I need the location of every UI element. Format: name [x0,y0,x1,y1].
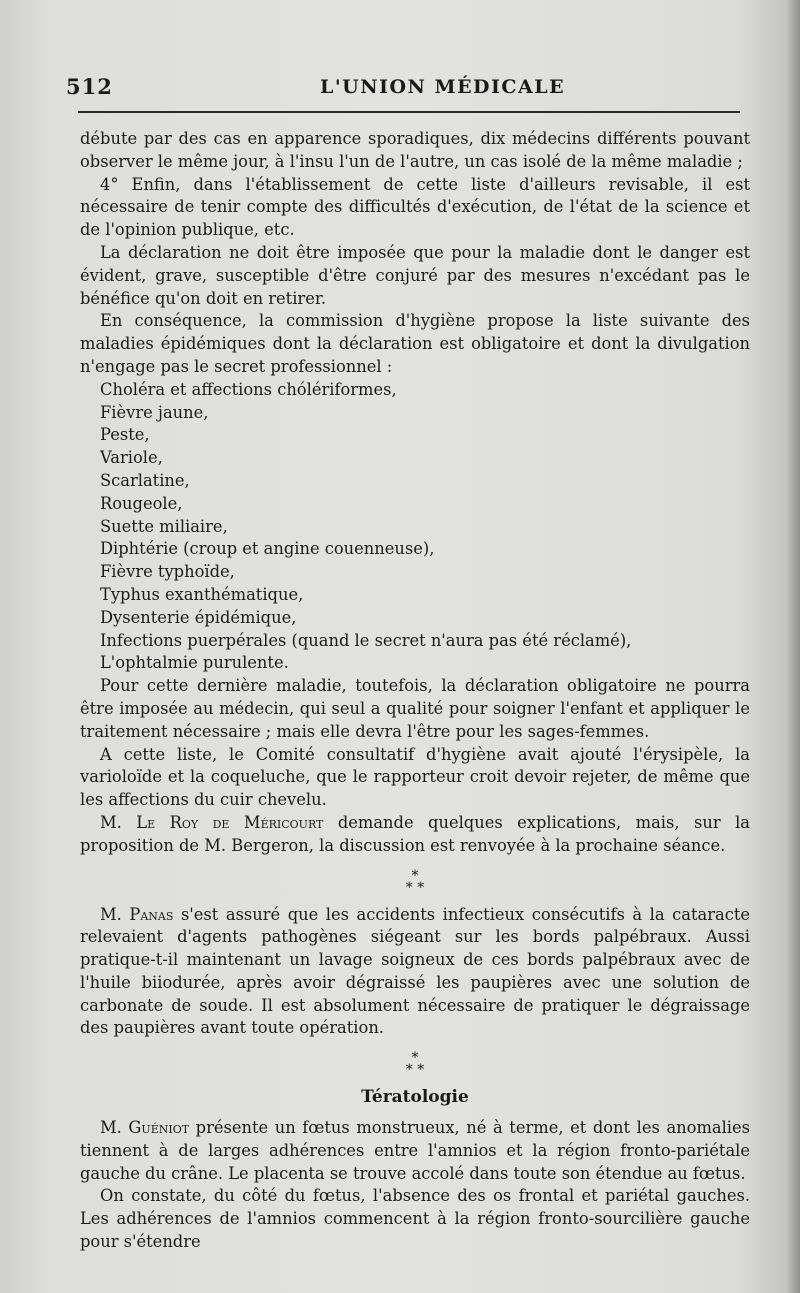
running-title: L'UNION MÉDICALE [320,76,566,98]
paragraph-text: s'est assuré que les accidents infectieux consécutifs à la cataracte relevaient d'agents pathogènes siégeant sur les bords palpébraux. Aussi pratique-t-il maintenant un lavage soigneux de ces bords palpébraux avec de l'huile biiodurée, après avoir dégraissé les paupières avec une solution de carbonate de soude. Il est absolument nécessaire de pratiquer le dégraissage des paupières avant toute opération. [80,904,750,1038]
asterism-separator [80,867,750,896]
list-item: Choléra et affections chólériformes, [100,379,397,399]
paragraph-text: demande quelques explications, mais, sur la proposition de M. Bergeron, la discussion est renvoyée à la prochaine séance. [80,812,750,855]
asterism-separator [80,1050,750,1079]
list-item: L'ophtalmie purulente. [100,653,289,673]
list-item: Typhus exanthématique, [100,584,304,604]
paragraph: On constate, du côté du fœtus, l'absence des os frontal et pariétal gauches. Les adhérences de l'amnios commencent à la région fronto-sourcilière gauche pour s'étendre [80,1186,750,1252]
body-text [80,128,750,1254]
list-item: Suette miliaire, [100,516,228,536]
list-item: Infections puerpérales (quand le secret n'aura pas été réclamé), [100,630,632,650]
list-item: Rougeole, [100,493,183,513]
list-item: Dysenterie épidémique, [100,607,297,627]
paragraph: Pour cette dernière maladie, toutefois, la déclaration obligatoire ne pourra être imposée au médecin, qui seul a qualité pour soigner l'enfant et appliquer le traitement nécessaire ; mais elle devra l'être pour les sages-femmes. [80,676,750,741]
header-rule [78,111,740,113]
paragraph-text: présente un fœtus monstrueux, né à terme, et dont les anomalies tiennent à de larges adhérences entre l'amnios et la région fronto-pariétale gauche du crâne. Le placenta se trouve accolé dans toute son étendue au fœtus. [80,1118,750,1183]
speaker-name: M. Le Roy de Méricourt [100,812,324,832]
asterism-bottom: * * [405,1062,425,1079]
page-number: 512 [66,74,113,99]
page-edge-shadow [786,0,800,1293]
paragraph [80,812,750,858]
paragraph: A cette liste, le Comité consultatif d'hygiène avait ajouté l'érysipèle, la varioloïde et la coqueluche, que le rapporteur croit devoir rejeter, de même que les affections du cuir chevelu. [80,744,750,810]
speaker-name: M. Panas [100,904,174,924]
paragraph: débute par des cas en apparence sporadiques, dix médecins différents pouvant observer le même jour, à l'insu l'un de l'autre, un cas isolé de la même maladie ; [80,129,750,171]
list-item: Fièvre jaune, [100,402,209,422]
asterism-top: * [411,1050,419,1067]
paragraph: En conséquence, la commission d'hygiène propose la liste suivante des maladies épidémiques dont la déclaration est obligatoire et dont la divulgation n'engage pas le secret professionnel : [80,311,750,376]
list-item: Variole, [100,448,163,468]
list-item: Peste, [100,425,150,445]
paragraph [80,1117,750,1185]
page-header [66,74,736,108]
asterism-bottom: * * [405,879,425,896]
disease-list [80,379,750,675]
paragraph: 4° Enfin, dans l'établissement de cette liste d'ailleurs revisable, il est nécessaire de tenir compte des difficultés d'exécution, de l'état de la science et de l'opinion publique, etc. [80,174,750,240]
paragraph: La déclaration ne doit être imposée que pour la maladie dont le danger est évident, grave, susceptible d'être conjuré par des mesures n'excédant pas le bénéfice qu'on doit en retirer. [80,242,750,308]
section-title: Tératologie [361,1087,469,1108]
list-item: Fièvre typhoïde, [100,562,235,582]
speaker-name: M. Guéniot [100,1118,190,1138]
paragraph [80,904,750,1041]
list-item: Diphtérie (croup et angine couenneuse), [100,539,435,559]
asterism-top: * [411,867,419,884]
list-item: Scarlatine, [100,470,190,490]
